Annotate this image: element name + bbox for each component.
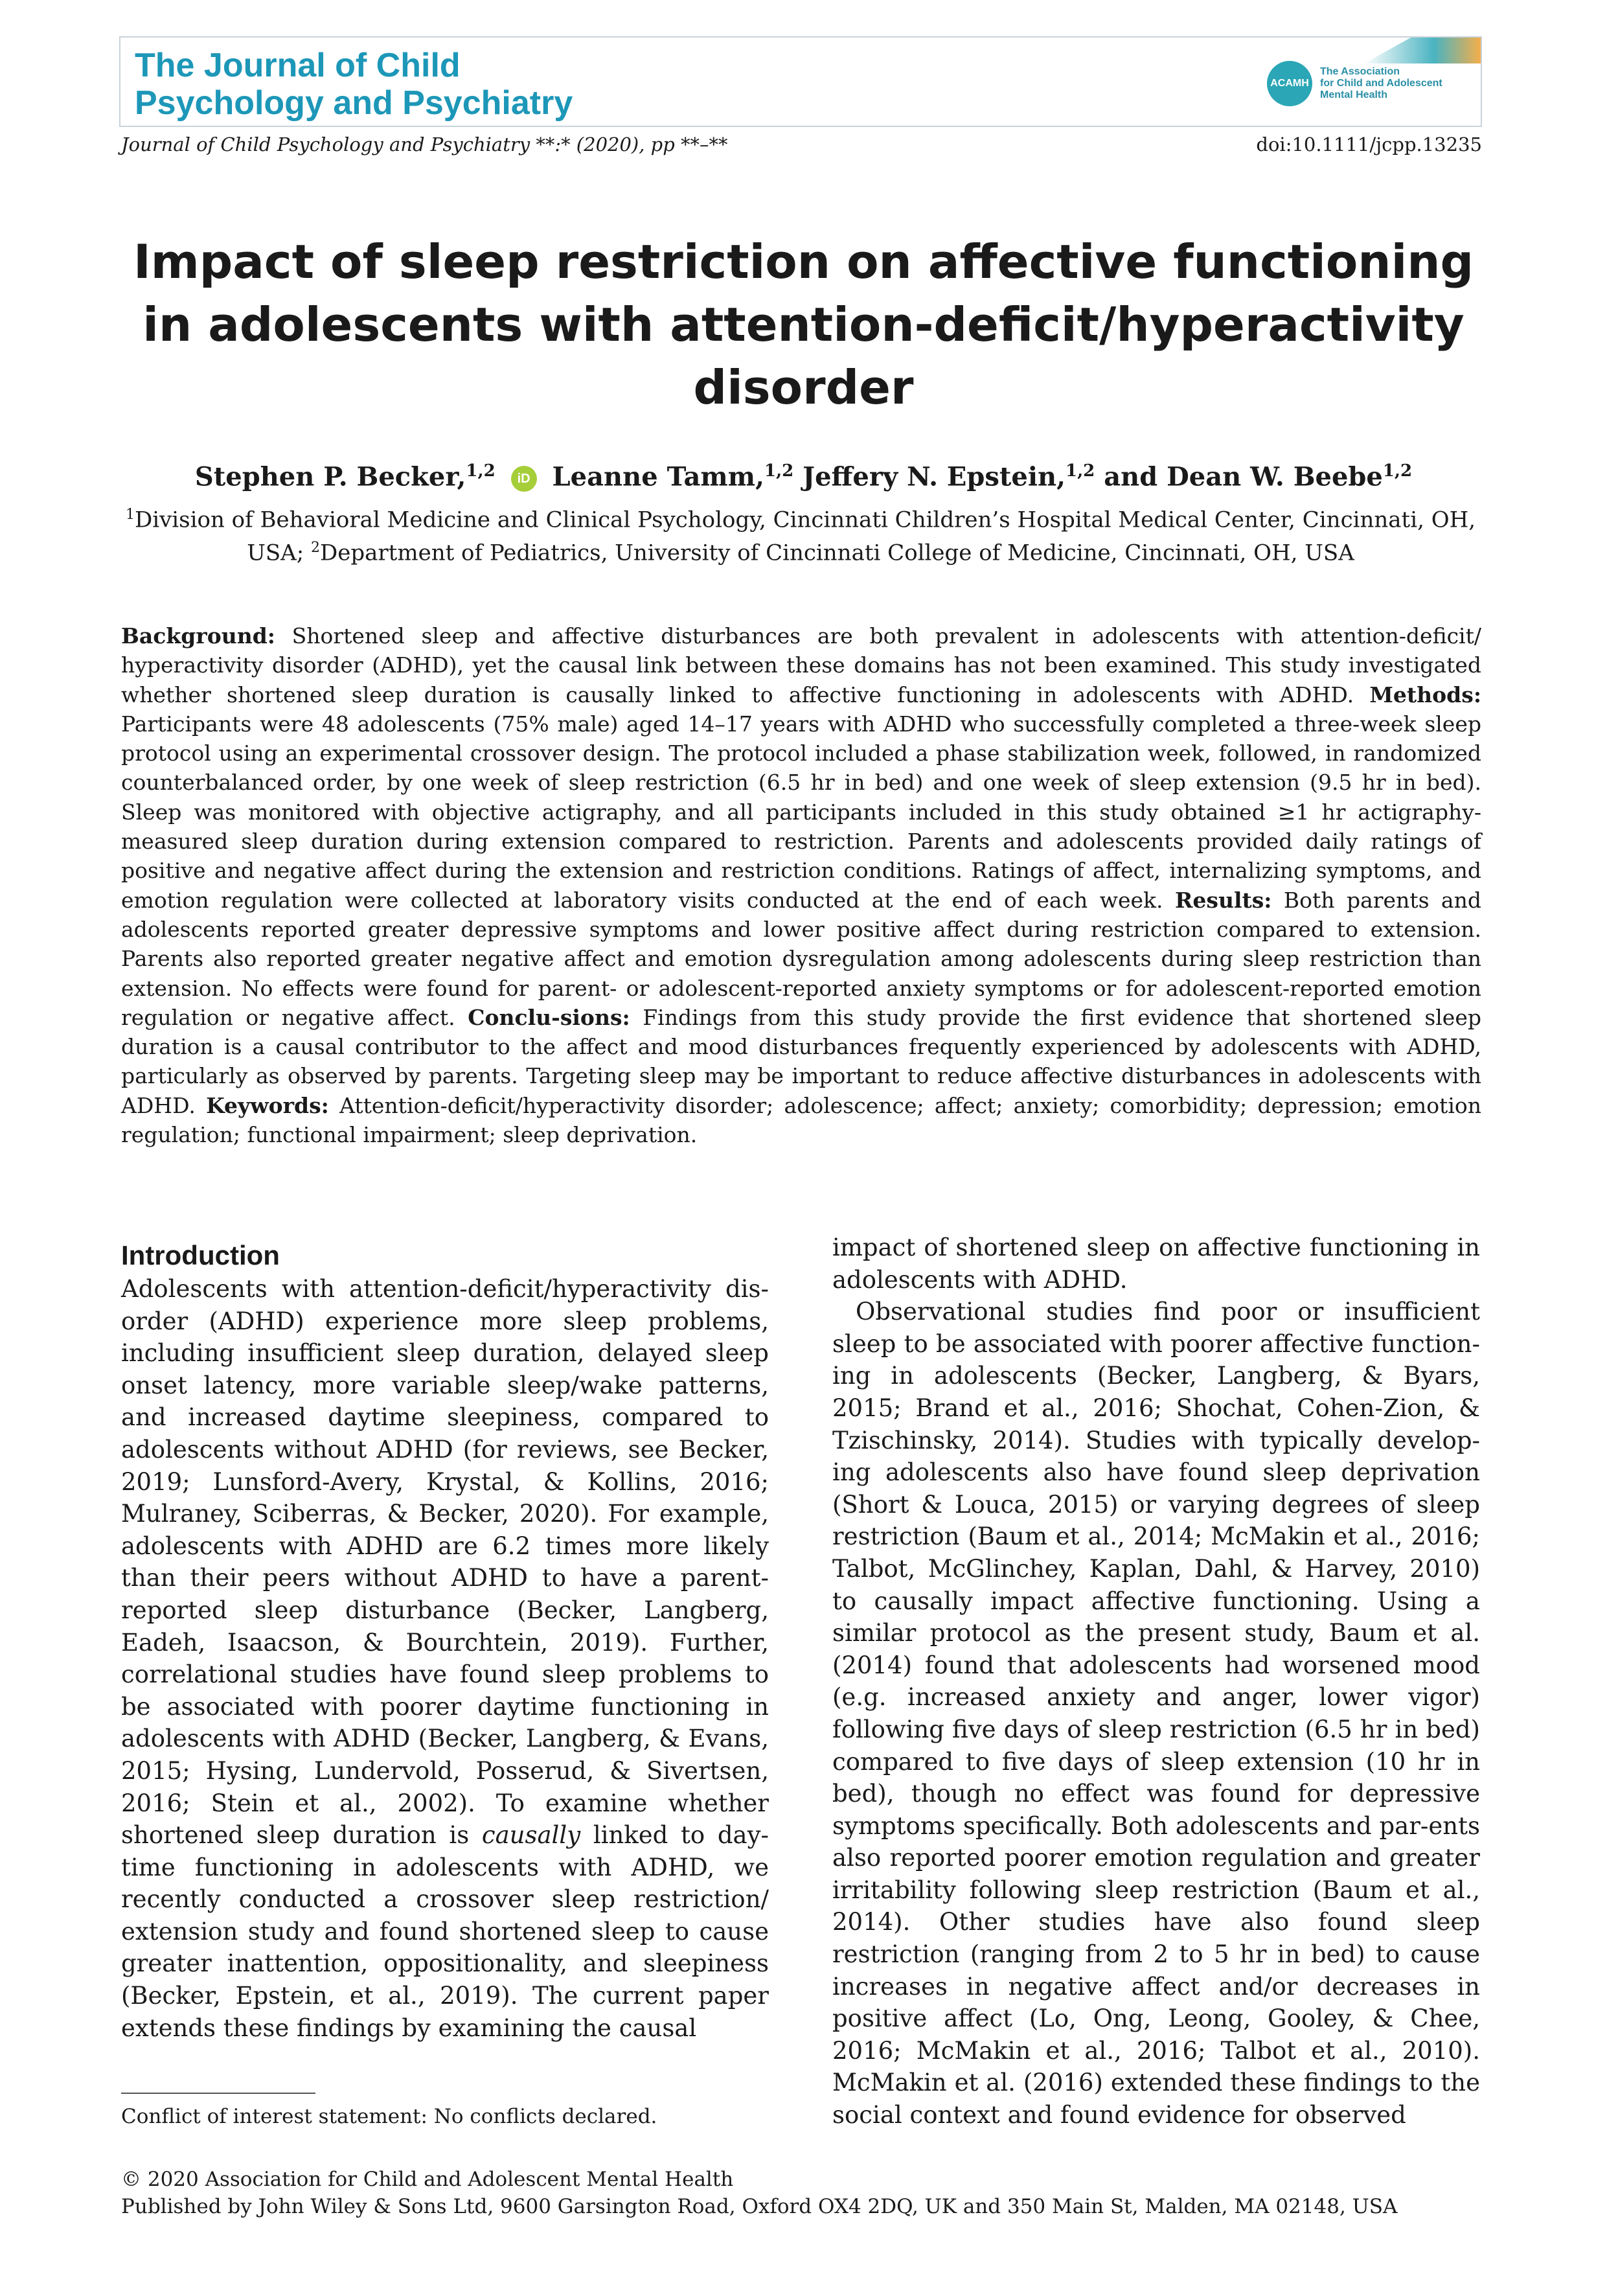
affiliation-number: 1 (125, 507, 135, 523)
author-affiliation-sup: 1,2 (764, 461, 794, 481)
society-name-line3: Mental Health (1320, 89, 1388, 100)
journal-banner (119, 36, 1482, 127)
abstract-keywords: Attention-deficit/hyperactivity disorder; adolescence; affect; anxiety; comorbidity; depression; emotion regulation; functional impairment; sleep deprivation. (121, 1092, 1481, 1148)
intro-p1-text: Adolescents with attention-deficit/hyperactivity dis-order (ADHD) experience more sleep problems, including insufficient sleep duration, delayed sleep onset latency, more variable sleep/wake patterns, and increased daytime sleepiness, compared to adolescents without ADHD (for reviews, see Becker, 2019; Lunsford-Avery, Krystal, & Kollins, 2016; Mulraney, Sciberras, & Becker, 2020). For example, adolescents with ADHD are 6.2 times more likely than their peers without ADHD to have a parent-reported sleep disturbance (Becker, Langberg, Eadeh, Isaacson, & Bourchtein, 2019). Further, correlational studies have found sleep problems to be associated with poorer daytime functioning in adolescents with ADHD (Becker, Langberg, & Evans, 2015; Hysing, Lundervold, Posserud, & Sivertsen, 2016; Stein et al., 2002). To examine whether shortened sleep duration is (121, 1275, 769, 1850)
abstract-keywords-label: Keywords: (206, 1092, 329, 1118)
section-heading-introduction: Introduction (121, 1240, 280, 1270)
intro-paragraph-1-continued: impact of shortened sleep on affective functioning in adolescents with ADHD. (832, 1234, 1480, 1294)
society-name (1320, 66, 1442, 101)
intro-paragraph-1 (121, 1273, 769, 2044)
author-affiliation-sup: 1,2 (1382, 461, 1413, 481)
abstract-methods-label: Methods: (1369, 682, 1481, 707)
affiliations (119, 501, 1482, 568)
intro-paragraph-2: Observational studies find poor or insufficient sleep to be associated with poorer affective function-ing in adolescents (Becker, Langberg, & Byars, 2015; Brand et al., 2016; Shochat, Cohen-Zion, & Tzischinsky, 2014). Studies with typically develop-ing adolescents also have found sleep deprivation (Short & Louca, 2015) or varying degrees of sleep restriction (Baum et al., 2014; McMakin et al., 2016; Talbot, McGlinchey, Kaplan, Dahl, & Harvey, 2010) to causally impact affective functioning. Using a similar protocol as the present study, Baum et al. (2014) found that adolescents had worsened mood (e.g. increased anxiety and anger, lower vigor) following five days of sleep restriction (6.5 hr in bed) compared to five days of sleep extension (10 hr in bed), though no effect was found for depressive symptoms specifically. Both adolescents and par-ents also reported poorer emotion regulation and greater irritability following sleep restriction (Baum et al., 2014). Other studies have also found sleep restriction (ranging from 2 to 5 hr in bed) to cause increases in negative affect and/or decreases in positive affect (Lo, Ong, Leong, Gooley, & Chee, 2016; McMakin et al., 2016; Talbot et al., 2010). McMakin et al. (2016) extended these findings to the social context and found evidence for observed (832, 1298, 1480, 2130)
conflict-of-interest-footnote: Conflict of interest statement: No conflicts declared. (121, 2105, 657, 2128)
abstract-background: Shortened sleep and affective disturbances are both prevalent in adolescents with attention-deficit/ hyperactivity disorder (ADHD), yet the causal link between these domains has not been examined. This study investigated whether shortened sleep duration is causally linked to affective functioning in adolescents with ADHD. (121, 623, 1481, 707)
abstract-methods: Participants were 48 adolescents (75% male) aged 14–17 years with ADHD who successfully completed a three-week sleep protocol using an experimental crossover design. The protocol included a phase stabilization week, followed, in randomized counterbalanced order, by one week of sleep restriction (6.5 hr in bed) and one week of sleep extension (9.5 hr in bed). Sleep was monitored with objective actigraphy, and all participants included in this study obtained ≥1 hr actigraphy-measured sleep duration during extension compared to restriction. Parents and adolescents provided daily ratings of positive and negative affect during the extension and restriction conditions. Ratings of affect, internalizing symptoms, and emotion regulation were collected at laboratory visits conducted at the end of each week. (121, 711, 1481, 913)
body-column-right (832, 1232, 1480, 2131)
society-name-line1: The Association (1320, 66, 1400, 77)
author-name: and Dean W. Beebe (1104, 461, 1383, 492)
abstract-background-label: Background: (121, 623, 275, 649)
affiliation-text: Department of Pediatrics, University of Cincinnati College of Medicine, Cincinnati, OH, USA (320, 540, 1354, 566)
author-name: Jeffery N. Epstein, (803, 461, 1066, 492)
abstract-results: Both parents and adolescents reported greater depressive symptoms and lower positive affect during restriction compared to extension. Parents also reported greater negative affect and emotion dysregulation among adolescents during sleep restriction than extension. No effects were found for parent- or adolescent-reported anxiety symptoms or for adolescent-reported emotion regulation or negative affect. (121, 887, 1481, 1030)
journal-logo-line2: Psychology and Psychiatry (135, 84, 573, 122)
abstract-conclusions-label: Conclu-sions: (468, 1004, 630, 1030)
abstract-results-label: Results: (1174, 887, 1272, 913)
author-affiliation-sup: 1,2 (1066, 461, 1095, 481)
footnote-divider (121, 2093, 315, 2094)
body-column-left (121, 1238, 769, 2044)
journal-citation: Journal of Child Psychology and Psychiatry **:* (2020), pp **–** (121, 133, 728, 155)
doi[interactable]: doi:10.1111/jcpp.13235 (1256, 133, 1482, 155)
intro-p1-text-cont: linked to day-time functioning in adolescents with ADHD, we recently conducted a crossover sleep restriction/ extension study and found shortened sleep to cause greater inattention, oppositionality, and sleepiness (Becker, Epstein, et al., 2019). The current paper extends these findings by examining the causal (121, 1821, 769, 2042)
orcid-icon[interactable]: iD (511, 466, 537, 492)
article-title: Impact of sleep restriction on affective functioning in adolescents with attention-deficit/hyperactivity disorder (133, 235, 1474, 415)
journal-logo (135, 47, 573, 122)
author-list (0, 461, 1607, 492)
author-name: Leanne Tamm, (552, 461, 764, 492)
abstract (121, 621, 1481, 1149)
banner-decoration (1364, 38, 1481, 63)
society-name-line2: for Child and Adolescent (1320, 78, 1442, 89)
journal-logo-line1: The Journal of Child (135, 47, 461, 84)
copyright-notice: © 2020 Association for Child and Adolescent Mental Health (121, 2168, 734, 2191)
intro-p1-emphasis: causally (481, 1821, 581, 1850)
publisher-address: Published by John Wiley & Sons Ltd, 9600 Garsington Road, Oxford OX4 2DQ, UK and 350 Main St, Malden, MA 02148, USA (121, 2195, 1398, 2218)
author-name: Stephen P. Becker, (194, 461, 466, 492)
affiliation-text: Division of Behavioral Medicine and Clinical Psychology, Cincinnati Children’s Hospital Medical Center, Cincinnati, OH, USA; (134, 507, 1476, 566)
author-affiliation-sup: 1,2 (466, 461, 496, 481)
acamh-badge-icon: ACAMH (1267, 61, 1312, 106)
abstract-conclusions: Findings from this study provide the first evidence that shortened sleep duration is a causal contributor to the affect and mood disturbances frequently experienced by adolescents with ADHD, particularly as observed by parents. Targeting sleep may be important to reduce affective disturbances in adolescents with ADHD. (121, 1004, 1481, 1118)
affiliation-number: 2 (311, 540, 320, 557)
society-logo (1267, 61, 1455, 106)
